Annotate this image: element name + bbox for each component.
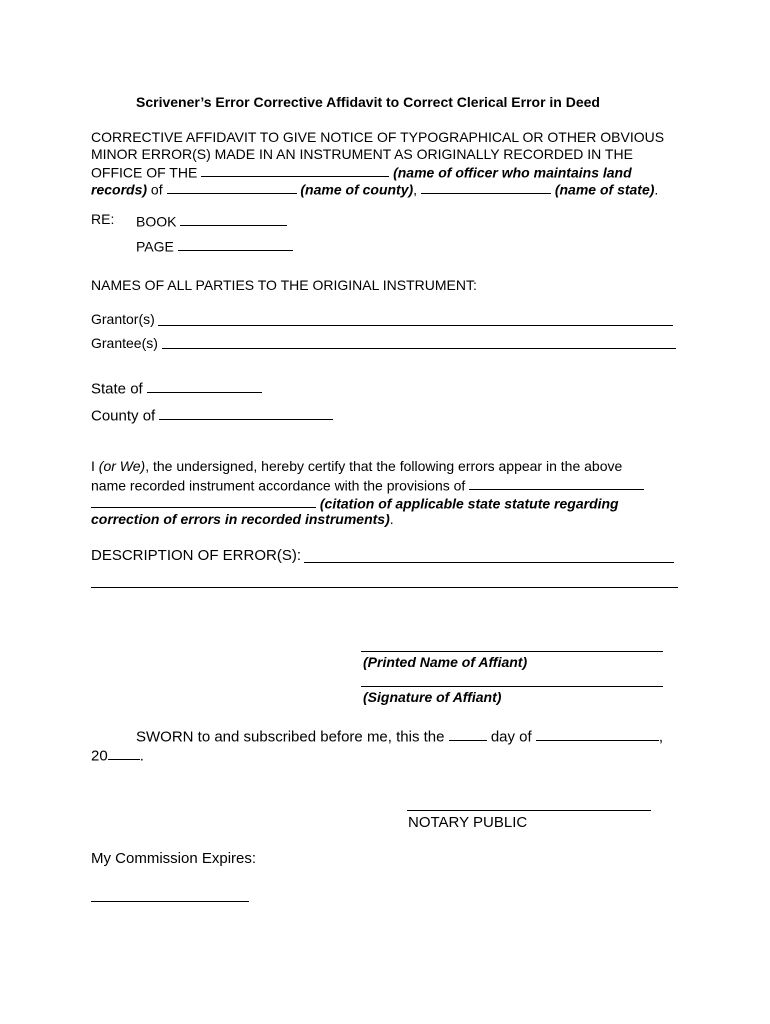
intro-line-2: MINOR ERROR(S) MADE IN AN INSTRUMENT AS ORIGINALLY RECORDED IN THE [91, 146, 633, 162]
sworn-line-2 [91, 745, 144, 763]
statute-blank-2[interactable] [91, 494, 316, 508]
county-hint: (name of county) [300, 181, 414, 198]
officer-name-blank[interactable] [201, 163, 389, 177]
intro-line-3 [91, 163, 632, 179]
certify-line-2-text: name recorded instrument accordance with the provisions of [91, 477, 466, 494]
intro-line-4 [91, 180, 658, 196]
sworn-text: SWORN to and subscribed before me, this the [136, 728, 445, 746]
county-row [91, 405, 333, 423]
statute-blank-1[interactable] [469, 476, 644, 490]
description-label: DESCRIPTION OF ERROR(S): [91, 547, 302, 564]
certify-line-1 [91, 459, 622, 473]
grantor-label: Grantor(s) [91, 311, 155, 327]
commission-expiry-line[interactable] [91, 901, 249, 902]
book-blank[interactable] [180, 212, 287, 226]
certify-i: I [91, 458, 95, 474]
period-text: . [654, 181, 659, 198]
certify-rest: , the undersigned, hereby certify that the following errors appear in the above [145, 458, 623, 474]
state-blank[interactable] [421, 180, 551, 194]
sworn-comma: , [658, 728, 664, 746]
state-of-label: State of [91, 380, 143, 398]
parties-heading: NAMES OF ALL PARTIES TO THE ORIGINAL INSTRUMENT: [91, 277, 477, 293]
page-row [136, 237, 293, 253]
correction-hint: correction of errors in recorded instruments) [91, 511, 390, 527]
commission-label: My Commission Expires: [91, 850, 257, 867]
printed-name-label: (Printed Name of Affiant) [363, 654, 528, 670]
county-of-label: County of [91, 407, 156, 425]
state-of-blank[interactable] [147, 378, 262, 393]
certify-period: . [389, 511, 394, 527]
sworn-line-1 [136, 726, 663, 744]
of-text: of [150, 181, 163, 198]
certify-line-4 [91, 512, 394, 526]
page-blank[interactable] [178, 237, 293, 251]
book-row [136, 212, 287, 228]
page-label: PAGE [136, 238, 174, 255]
county-blank[interactable] [167, 180, 297, 194]
grantee-label: Grantee(s) [91, 335, 158, 351]
county-of-blank[interactable] [159, 405, 333, 420]
description-line-1[interactable] [304, 562, 674, 563]
state-hint: (name of state) [554, 181, 655, 198]
notary-signature-line[interactable] [407, 810, 651, 811]
signature-line[interactable] [361, 686, 663, 687]
sworn-year-prefix: 20 [91, 747, 108, 765]
book-label: BOOK [136, 213, 177, 230]
sworn-day-blank[interactable] [449, 726, 487, 741]
printed-name-line[interactable] [361, 651, 663, 652]
intro-line-1: CORRECTIVE AFFIDAVIT TO GIVE NOTICE OF TYPOGRAPHICAL OR OTHER OBVIOUS [91, 129, 665, 145]
sworn-period: . [139, 747, 144, 765]
sworn-year-blank[interactable] [108, 745, 140, 760]
records-hint: records) [91, 181, 148, 198]
certify-line-3 [91, 494, 619, 510]
officer-hint: (name of officer who maintains land [393, 164, 632, 181]
sworn-day-of: day of [490, 728, 532, 746]
notary-label: NOTARY PUBLIC [408, 814, 528, 831]
sworn-month-blank[interactable] [536, 726, 659, 741]
signature-label: (Signature of Affiant) [363, 689, 502, 705]
certify-or-we: (or We) [98, 458, 146, 474]
office-of-the-text: OFFICE OF THE [91, 164, 198, 181]
grantee-line[interactable] [162, 348, 676, 349]
state-row [91, 378, 262, 396]
document-title: Scrivener’s Error Corrective Affidavit to Correct Clerical Error in Deed [136, 94, 600, 110]
citation-hint: (citation of applicable state statute regarding [319, 495, 619, 512]
description-line-2[interactable] [91, 587, 678, 588]
comma-text: , [413, 181, 418, 198]
certify-line-2 [91, 476, 644, 492]
re-label: RE: [91, 211, 115, 227]
grantor-line[interactable] [158, 325, 673, 326]
